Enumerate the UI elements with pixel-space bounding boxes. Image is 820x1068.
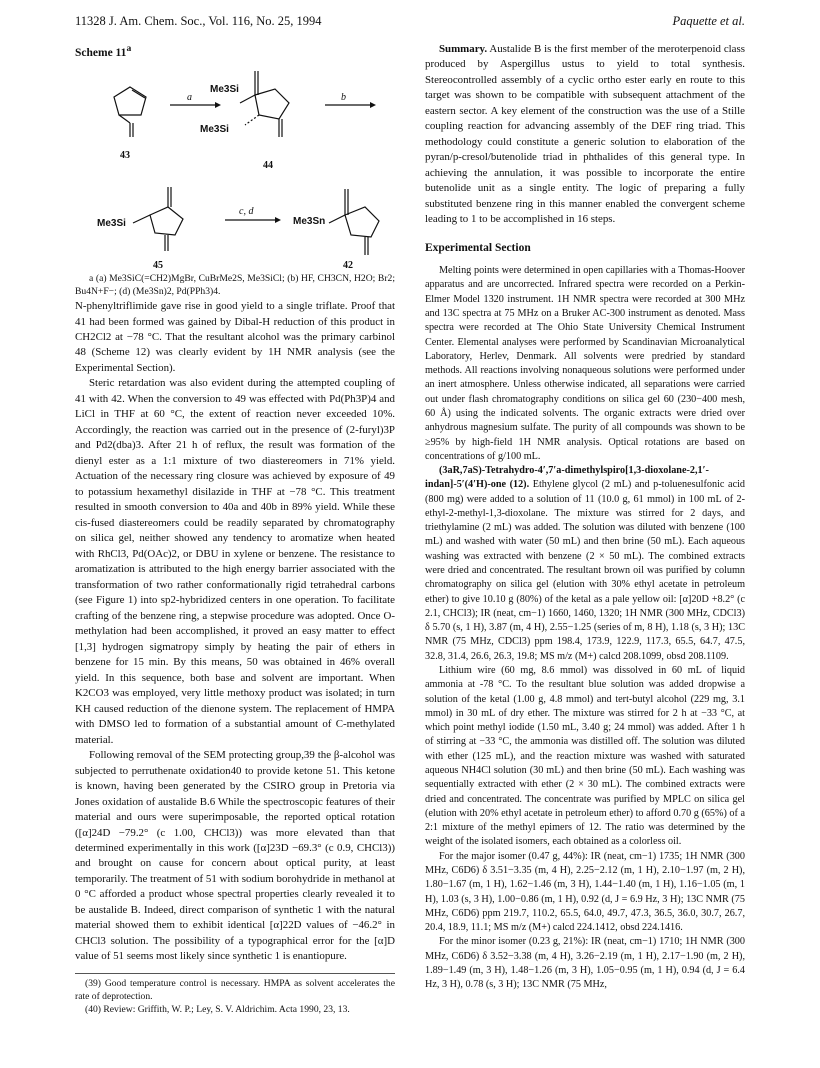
compound-12-text: Ethylene glycol (2 mL) and p-toluenesulfonic acid (800 mg) were added to a solution of 11 (10.0 g, 61 mmol) in 100 mL of 2-ethyl-2-methyl-1,3-dioxolane. The mixture was stirred for 2 days, and triethylamine (2 mL) was added. The solution was diluted with benzene (100 mL) and washed with water (50 mL) and then brine (50 mL). Each aqueous washing was extracted with benzene (2 × 50 mL). The combined extracts were dried and concentrated. The resultant brown oil was purified by column chromatography on silica gel (elution with 30% ethyl acetate in petroleum ether) to give 10.10 g (80%) of the ketal as a pale yellow oil: [α]20D +8.2° (c 2.1, CHCl3); IR (neat, cm−1) 1660, 1460, 1320; 1H NMR (300 MHz, CDCl3) δ 5.70 (s, 1 H), 3.87 (m, 4 H), 2.55−1.25 (series of m, 8 H), 1.18 (s, 3 H); 13C NMR (75 MHz, CDCl3) ppm 198.4, 173.9, 122.9, 117.3, 65.5, 64.7, 47.5, 32.8, 31.4, 26.6, 26.3, 19.8; MS m/z (M+) calcd 208.1099, obsd 208.1109. xyxy=(425,479,746,662)
compound-43: 43 xyxy=(120,150,130,162)
left-column xyxy=(75,42,395,1017)
structure-43 xyxy=(114,87,146,137)
left-paragraph-1: N-phenyltriflimide gave rise in good yield to a single triflate. Proof that 41 had been formed was gained by Dibal-H reduction of this product in CH2Cl2 at −78 °C. That the resultant alcohol was the primary carbinol 48 (Scheme 12) was clearly evident by 1H NMR analysis (see the Experimental Section). xyxy=(75,300,395,374)
summary-paragraph xyxy=(425,42,745,228)
major-isomer-paragraph: For the major isomer (0.47 g, 44%): IR (neat, cm−1) 1735; 1H NMR (300 MHz, C6D6) δ 3.51−3.35 (m, 4 H), 2.25−2.12 (m, 1 H), 2.10−1.97 (m, 2 H), 1.80−1.67 (m, 1 H), 1.62−1.46 (m, 3 H), 1.44−1.40 (m, 1 H), 1.16−1.05 (m, 1 H), 1.03 (s, 3 H), 1.00−0.86 (m, 1 H), 0.92 (d, J = 6.9 Hz, 3 H); 13C NMR (75 MHz, C6D6) ppm 219.7, 110.2, 65.5, 64.0, 49.7, 47.3, 36.5, 36.0, 30.7, 26.7, 20.4, 18.9, 11.1; MS m/z (M+) calcd 224.1412, obsd 224.1416. xyxy=(425,850,745,934)
experimental-heading: Experimental Section xyxy=(425,241,531,254)
footnotes xyxy=(75,973,395,1017)
group-label-44a: Me3Si xyxy=(210,84,239,96)
compound-42: 42 xyxy=(343,260,353,272)
left-paragraph-3: Following removal of the SEM protecting group,39 the β-alcohol was subjected to perruthenate oxidation40 to provide ketone 51. This ketone is known, having been generated by the CSIRO group in Pretoria via Jones oxidation of austalide B.6 While the spectroscopic features of their material and ours were superimposable, the reported optical rotation ([α]24D −79.2° (c 1.00, CHCl3)) was more elevated than that determined experimentally in this work ([α]23D −69.3° (c 0.9, CHCl3)) and brought on cause for concern about optical purity, at least temporarily. The treatment of 51 with sodium borohydride in methanol at 0 °C afforded a product whose spectral properties clearly revealed it to be austalide B. Indeed, direct comparison of synthetic 1 with the natural material showed them to exhibit identical [α]22D values of −46.2° in CHCl3 solution. The possibility of a typographical error for the [α]D value of 51 seems most likely since synthetic 1 is enantiopure. xyxy=(75,749,395,963)
summary-label: Summary. xyxy=(439,43,488,55)
arrow-label-a: a xyxy=(187,92,192,104)
lithium-paragraph: Lithium wire (60 mg, 8.6 mmol) was dissolved in 60 mL of liquid ammonia at -78 °C. To the resultant blue solution was added dropwise a solution of the ketal (1.00 g, 4.8 mmol) and tert-butyl alcohol (229 mg, 3.1 mmol) in 30 mL of dry ether. The mixture was stirred for 2 h at −33 °C, at which point methyl iodide (1.50 mL, 3.40 g; 24 mmol) was added. After 1 h of stirring at −33 °C, the ammonia was distilled off. The solution was diluted with ether (125 mL), and the reaction mixture was washed with saturated aqueous NH4Cl solution (30 mL) and then brine (50 mL). Each washing was sequentially extracted with ether (2 × 30 mL). The combined extracts were dried and concentrated. The concentrate was purified by MPLC on silica gel (elution with 20% ethyl acetate in petroleum ether) to afford 0.70 g (65%) of a 2:1 mixture of the methyl epimers of 12. The ratio was determined by the weight of the isolated isomers, each obtained as a colorless oil. xyxy=(425,665,745,848)
compound-45: 45 xyxy=(153,260,163,272)
scheme-diagram xyxy=(75,65,395,273)
running-author: Paquette et al. xyxy=(672,14,745,28)
arrow-label-cd: c, d xyxy=(239,206,254,218)
compound-12-paragraph xyxy=(425,464,745,664)
group-label-42: Me3Sn xyxy=(293,216,326,228)
journal-citation: 11328 J. Am. Chem. Soc., Vol. 116, No. 25, 1994 xyxy=(75,14,322,28)
structure-45 xyxy=(133,187,183,251)
right-column xyxy=(425,42,745,992)
scheme-title: Scheme 11$^a$ xyxy=(75,43,132,59)
arrow-label-b: b xyxy=(341,92,346,104)
scheme-footnote: a (a) Me3SiC(=CH2)MgBr, CuBrMe2S, Me3SiCl; (b) HF, CH3CN, H2O; Br2; Bu4N+F−; (d) (Me3Sn)2, Pd(PPh3)4. xyxy=(75,273,395,298)
compound-44: 44 xyxy=(263,160,273,172)
footnote-39: (39) Good temperature control is necessary. HMPA as solvent accelerates the rate of deprotection. xyxy=(75,977,395,1002)
compound-12-title: (3aR,7aS)-Tetrahydro-4′,7′a-dimethylspiro[1,3-dioxolane-2,1′-indan]-5′(4′H)-one (12). xyxy=(425,465,709,491)
summary-text: Austalide B is the first member of the meroterpenoid class produced by Aspergillus ustus to yield to total synthesis. Stereocontrolled assembly of a cyclic ortho ester early en route to this target was shown to be compatible with subsequent attachment of the eastern sector. A key element of the construction was the use of a Stille coupling reaction for advancing assembly of the DEF ring triad. This methodology could constitute a generic solution to elaboration of the pyran/p-cresol/butenolide triad in phthalides of this general type. In achieving the annulation, it was possible to incorporate the entire butenolide unit as a single entity. The logic of preparing a fully substituted benzene ring in this manner enabled the convergent scheme leading to 1 to be accomplished in 16 steps. xyxy=(425,43,745,226)
footnote-40: (40) Review: Griffith, W. P.; Ley, S. V. Aldrichim. Acta 1990, 23, 13. xyxy=(85,1003,350,1015)
structure-44 xyxy=(240,71,289,137)
group-label-44b: Me3Si xyxy=(200,124,229,136)
minor-isomer-paragraph: For the minor isomer (0.23 g, 21%): IR (neat, cm−1) 1710; 1H NMR (300 MHz, C6D6) δ 3.52−3.38 (m, 4 H), 3.26−2.19 (m, 1 H), 2.17−1.90 (m, 2 H), 1.89−1.49 (m, 3 H), 1.48−1.26 (m, 3 H), 1.05−0.95 (m, 1 H), 0.94 (d, J = 6.4 Hz, 3 H), 0.78 (s, 3 H); 13C NMR (75 MHz, xyxy=(425,936,745,991)
page-header xyxy=(75,14,745,32)
scheme-title-sup: a xyxy=(126,43,132,54)
group-label-45: Me3Si xyxy=(97,218,126,230)
left-paragraph-2: Steric retardation was also evident during the attempted coupling of 41 with 42. When the conversion to 49 was effected with Pd(Ph3P)4 and LiCl in THF at 60 °C, the extent of reaction never exceeded 10%. Accordingly, the reaction was carried out in the presence of (2-furyl)3P and Pd2(dba)3. After 21 h of reflux, the result was formation of the dienyl ester as a 1:1 mixture of two diastereomers in 71% yield. Actuation of the necessary ring closure was achieved by exposure of 49 to potassium hexamethyl disilazide in THF at −78 °C. This treatment resulted in smooth conversion to 40a and 40b in 89% yield. While these cis-fused diastereomers could be readily separated by chromatography on silica gel, neither showed any tendency to aromatize when heated with RhCl3, Pd(OAc)2, or DBU in xylene or benzene. The resistance to aromatization is attributed to the high energy barrier associated with the transformation of two rather conformationally rigid tetrahedral carbons (see Figure 1) into sp2-hybridized centers in one operation. To facilitate crafting of the benzene ring, a stepwise procedure was adopted. Once O-methylation had been accomplished, it proved an easy matter to effect [1,3] hydrogen sigmatropy simply by heating the pair of ethers in benzene for 15 min. By this means, 50 was obtained in 46% overall yield. In this sequence, both base and solvent are important. When K2CO3 was employed, very little methoxy product was isolated; in turn KH caused reduction of the dienone system. The replacement of HMPA with DMSO led to formation of a substantial amount of C-methylated material. xyxy=(75,377,395,746)
structure-42 xyxy=(329,189,379,255)
experimental-general: Melting points were determined in open capillaries with a Thomas-Hoover apparatus and are uncorrected. Infrared spectra were recorded on a Perkin-Elmer Model 1320 instrument. 1H NMR spectra were recorded at 300 MHz and 13C spectra at 75 MHz on a Bruker AC-300 instrument as denoted. Mass spectra were recorded at The Ohio State University Chemical Instrument Center. Elemental analyses were performed by Scandinavian Microanalytical Laboratory, Herlev, Denmark. All solvents were predried by standard methods. All reactions involving nonaqueous solutions were performed under an inert atmosphere. Unless otherwise indicated, all separations were carried out under flash chromatography conditions on silica gel 60 (230−400 mesh, 60 Å) using the indicated solvents. The organic extracts were dried over anhydrous magnesium sulfate. The purity of all compounds was shown to be ≥95% by high-field 1H NMR analysis. Optical rotations are based on concentrations of g/100 mL. xyxy=(425,265,745,462)
